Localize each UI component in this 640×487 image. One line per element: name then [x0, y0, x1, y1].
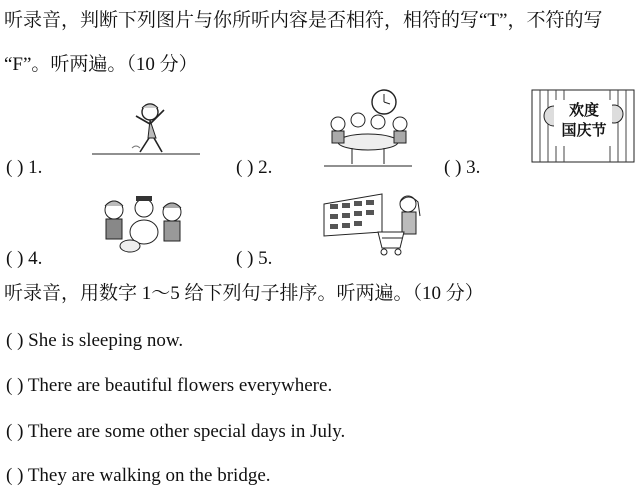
answer-bracket: ( ) — [6, 157, 24, 178]
answer-bracket: ( ) — [6, 375, 24, 396]
item-number: 4. — [28, 248, 43, 269]
answer-bracket: ( ) — [236, 248, 254, 269]
sentence-row-2[interactable] — [6, 375, 332, 397]
item-5-answer-blank[interactable] — [236, 248, 272, 270]
sentence-text: There are beautiful flowers everywhere. — [27, 375, 333, 396]
sentence-text: She is sleeping now. — [28, 330, 184, 351]
answer-bracket: ( ) — [6, 248, 24, 269]
section1-instruction-line1: 听录音，判断下列图片与你所听内容是否相符，相符的写“T”，不符的写 — [4, 10, 603, 31]
section2-instruction: 听录音，用数字 1～5 给下列句子排序。听两遍。（10 分） — [4, 283, 484, 304]
girl-shopping-cart-icon — [322, 192, 432, 256]
sentence-text: There are some other special days in July. — [27, 421, 346, 442]
item-3-answer-blank[interactable] — [444, 157, 480, 179]
national-day-balloons-icon — [530, 88, 636, 164]
item-4-answer-blank[interactable] — [6, 248, 42, 270]
sentence-row-3[interactable] — [6, 421, 345, 443]
answer-bracket: ( ) — [236, 157, 254, 178]
girl-exercising-icon — [92, 102, 200, 158]
section1-instruction-line2: “F”。听两遍。（10 分） — [4, 54, 198, 75]
children-snowman-icon — [94, 188, 194, 254]
item-number: 2. — [258, 157, 273, 178]
answer-bracket: ( ) — [6, 330, 24, 351]
sentence-row-1[interactable] — [6, 330, 183, 352]
answer-bracket: ( ) — [444, 157, 462, 178]
item-1-answer-blank[interactable] — [6, 157, 42, 179]
item-number: 1. — [28, 157, 43, 178]
item-2-answer-blank[interactable] — [236, 157, 272, 179]
family-dinner-clock-icon — [322, 88, 414, 168]
banner-text-line1: 欢度 — [568, 101, 599, 119]
sentence-row-4[interactable] — [6, 465, 271, 487]
item-number: 5. — [258, 248, 273, 269]
answer-bracket: ( ) — [6, 465, 24, 486]
answer-bracket: ( ) — [6, 421, 24, 442]
item-number: 3. — [466, 157, 481, 178]
sentence-text: They are walking on the bridge. — [27, 465, 271, 486]
banner-text-line2: 国庆节 — [561, 121, 607, 139]
